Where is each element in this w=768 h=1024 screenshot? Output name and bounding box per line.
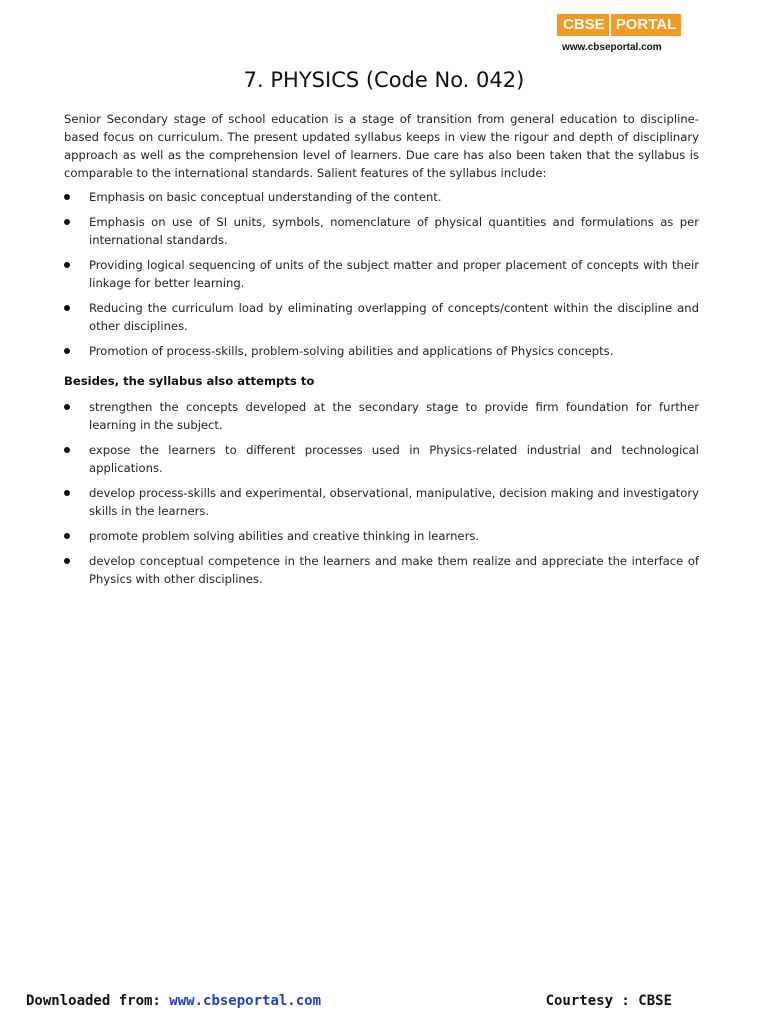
intro-paragraph: Senior Secondary stage of school education is a stage of transition from general education to discipline-based focus on curriculum. The present updated syllabus keeps in view the rigour and depth of disciplinary approach as well as the comprehension level of learners. Due care has also been taken that the syllabus is comparable to the international standards. Salient features of the syllabus include:	[64, 112, 699, 180]
attempts-list	[64, 398, 699, 588]
bullet-icon	[64, 533, 70, 539]
bullet-icon	[64, 194, 70, 200]
logo-text-cbse: CBSE	[557, 14, 609, 36]
bullet-icon	[64, 558, 70, 564]
bullet-icon	[64, 404, 70, 410]
list-item: Emphasis on basic conceptual understanding of the content.	[64, 188, 699, 206]
downloaded-from	[26, 993, 321, 1009]
bullet-icon	[64, 262, 70, 268]
bullet-icon	[64, 490, 70, 496]
bullet-icon	[64, 219, 70, 225]
logo-url: www.cbseportal.com	[562, 42, 662, 53]
list-item: Emphasis on use of SI units, symbols, nomenclature of physical quantities and formulations as per international standards.	[64, 213, 699, 249]
logo-text-portal: PORTAL	[609, 14, 682, 36]
features-list	[64, 188, 699, 360]
list-item: strengthen the concepts developed at the secondary stage to provide firm foundation for further learning in the subject.	[64, 398, 699, 434]
list-item: Promotion of process-skills, problem-solving abilities and applications of Physics concepts.	[64, 342, 699, 360]
page-title: 7. PHYSICS (Code No. 042)	[243, 68, 525, 92]
section-subheading: Besides, the syllabus also attempts to	[64, 374, 315, 388]
downloaded-label: Downloaded from:	[26, 993, 161, 1009]
document-body	[64, 110, 699, 595]
courtesy-text: Courtesy : CBSE	[545, 993, 672, 1009]
list-item: promote problem solving abilities and creative thinking in learners.	[64, 527, 699, 545]
list-item: develop conceptual competence in the learners and make them realize and appreciate the interface of Physics with other disciplines.	[64, 552, 699, 588]
list-item: develop process-skills and experimental, observational, manipulative, decision making and investigatory skills in the learners.	[64, 484, 699, 520]
bullet-icon	[64, 447, 70, 453]
bullet-icon	[64, 305, 70, 311]
list-item: Reducing the curriculum load by eliminating overlapping of concepts/content within the discipline and other disciplines.	[64, 299, 699, 335]
list-item: Providing logical sequencing of units of the subject matter and proper placement of concepts with their linkage for better learning.	[64, 256, 699, 292]
downloaded-link[interactable]: www.cbseportal.com	[169, 993, 322, 1009]
cbse-portal-logo	[557, 14, 680, 36]
list-item: expose the learners to different processes used in Physics-related industrial and technological applications.	[64, 441, 699, 477]
bullet-icon	[64, 348, 70, 354]
